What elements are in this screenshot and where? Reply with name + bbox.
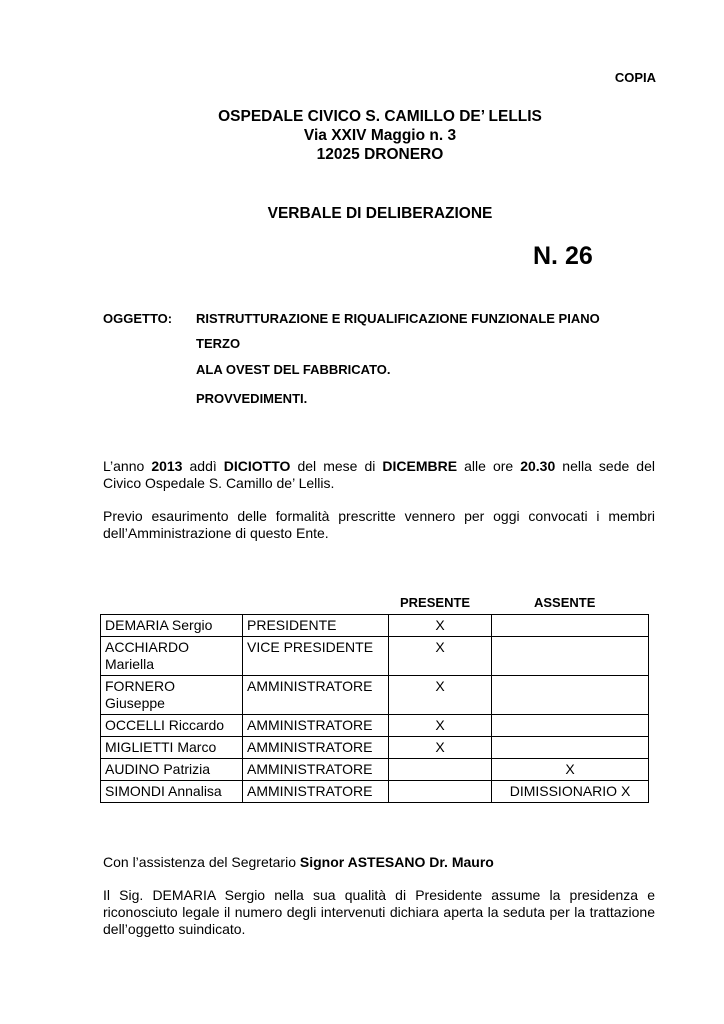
secretary-paragraph [103,854,655,871]
table-row [101,715,649,737]
member-role: PRESIDENTE [243,615,389,637]
present-mark: X [389,737,492,759]
absent-mark [492,715,649,737]
institution-name: OSPEDALE CIVICO S. CAMILLO DE’ LELLIS [218,108,542,125]
absent-mark [492,615,649,637]
deliberation-number: N. 26 [533,242,593,270]
year: 2013 [151,458,183,474]
member-role: VICE PRESIDENTE [243,637,389,676]
day: DICIOTTO [223,458,291,474]
member-role: AMMINISTRATORE [243,715,389,737]
present-mark [389,781,492,803]
absent-mark [492,676,649,715]
table-row [101,737,649,759]
member-role: AMMINISTRATORE [243,759,389,781]
present-mark: X [389,637,492,676]
member-role: AMMINISTRATORE [243,676,389,715]
present-mark: X [389,715,492,737]
member-name: MIGLIETTI Marco [101,737,243,759]
member-name: OCCELLI Riccardo [101,715,243,737]
institution-address: Via XXIV Maggio n. 3 [303,127,457,144]
meeting-date-paragraph [103,458,655,492]
text-segment: L’anno [103,458,152,474]
opening-paragraph [103,887,655,938]
table-row [101,781,649,803]
attendance-table [100,614,649,803]
subject-line-2: TERZO [196,336,241,351]
time: 20.30 [520,458,556,474]
opening-text: Il Sig. DEMARIA Sergio nella sua qualità di Presidente assume la presidenza e riconosciuto legale il numero degli intervenuti dichiara aperta la seduta per la trattazione dell’oggetto suindicato. [103,887,655,937]
member-name: DEMARIA Sergio [101,615,243,637]
absent-mark: DIMISSIONARIO X [492,781,649,803]
member-name: ACCHIARDO Mariella [101,637,243,676]
secretary-name: Signor ASTESANO Dr. Mauro [299,854,494,870]
absent-mark [492,737,649,759]
text-segment: del mese di [290,458,383,474]
member-name: FORNERO Giuseppe [101,676,243,715]
member-name: AUDINO Patrizia [101,759,243,781]
text-segment: nella sede del Civico Ospedale S. Camillo de’ Lellis. [103,458,655,491]
table-row [101,615,649,637]
present-mark: X [389,615,492,637]
document-title: VERBALE DI DELIBERAZIONE [267,205,493,222]
absent-column-header: ASSENTE [534,595,596,610]
member-name: SIMONDI Annalisa [101,781,243,803]
copy-label: COPIA [614,70,656,85]
institution-header [0,107,724,164]
subject-label: OGGETTO: [103,311,173,326]
text-segment: alle ore [457,458,521,474]
member-role: AMMINISTRATORE [243,781,389,803]
convocation-text: Previo esaurimento delle formalità prescritte vennero per oggi convocati i membri dell’Amministrazione di questo Ente. [103,508,655,541]
table-row [101,676,649,715]
institution-city: 12025 DRONERO [316,146,444,163]
present-mark [389,759,492,781]
present-column-header: PRESENTE [400,595,471,610]
table-row [101,759,649,781]
table-row [101,637,649,676]
text-segment: addì [182,458,224,474]
absent-mark: X [492,759,649,781]
convocation-paragraph [103,508,655,542]
present-mark: X [389,676,492,715]
month: DICEMBRE [382,458,458,474]
subject-line-4: PROVVEDIMENTI. [196,391,308,406]
subject-line-1: RISTRUTTURAZIONE E RIQUALIFICAZIONE FUNZIONALE PIANO [196,311,600,326]
member-role: AMMINISTRATORE [243,737,389,759]
absent-mark [492,637,649,676]
subject-line-3: ALA OVEST DEL FABBRICATO. [196,362,391,377]
secretary-intro: Con l’assistenza del Segretario [103,854,300,870]
